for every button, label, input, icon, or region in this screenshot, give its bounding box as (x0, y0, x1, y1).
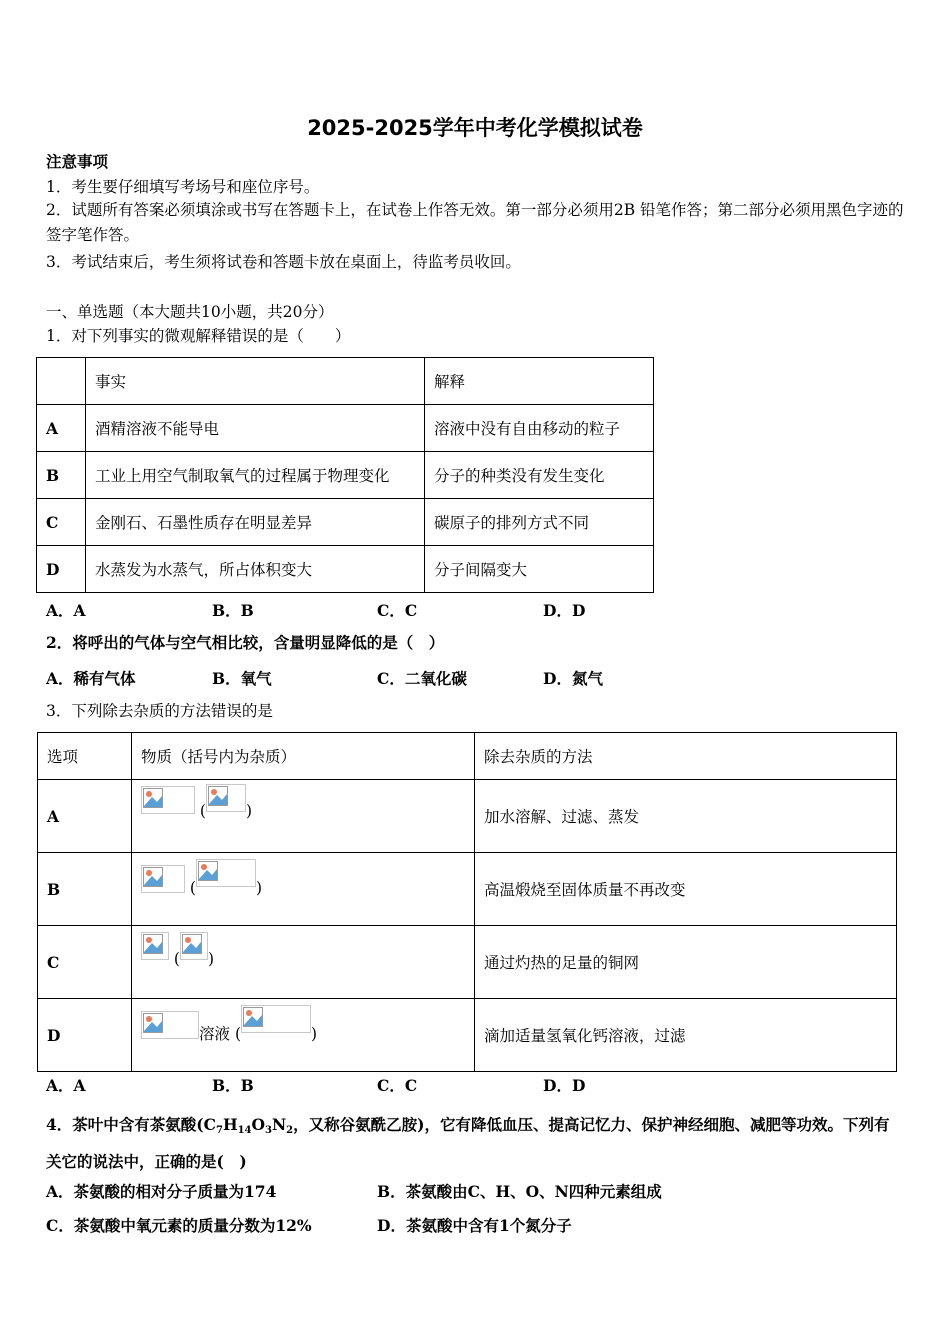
q2-option-b: B．氧气 (212, 669, 272, 688)
formula-image-placeholder (241, 1005, 311, 1033)
q3-row-method: 通过灼热的足量的铜网 (475, 926, 897, 999)
q3-row-method: 加水溶解、过滤、蒸发 (475, 780, 897, 853)
formula-image-placeholder (141, 932, 169, 960)
q2-stem: 2．将呼出的气体与空气相比较，含量明显降低的是（ ） (46, 633, 445, 652)
formula-subscript: 14 (237, 1125, 252, 1136)
q1-row-fact: 水蒸发为水蒸气，所占体积变大 (86, 546, 425, 593)
q3-row-method: 高温煅烧至固体质量不再改变 (475, 853, 897, 926)
q2-option-d: D．氮气 (543, 669, 603, 688)
table-row (37, 405, 654, 452)
table-row (38, 733, 897, 780)
notice-item-3: 3．考试结束后，考生须将试卷和答题卡放在桌面上，待监考员收回。 (46, 253, 521, 271)
q3-row-substance: 溶液 ( ) (132, 999, 475, 1072)
q2-option-a: A．稀有气体 (46, 669, 136, 688)
q1-row-fact: 工业上用空气制取氧气的过程属于物理变化 (86, 452, 425, 499)
notice-item-1: 1．考生要仔细填写考场号和座位序号。 (46, 178, 320, 196)
q4-option-a: A．茶氨酸的相对分子质量为174 (46, 1182, 277, 1201)
q1-table (36, 357, 654, 593)
table-row (38, 853, 897, 926)
q1-row-reason: 分子间隔变大 (425, 546, 654, 593)
broken-image-icon (243, 1007, 263, 1027)
q1-row-label: D (37, 546, 86, 593)
q1-option-a: A．A (46, 601, 86, 620)
q1-option-c: C．C (377, 601, 418, 620)
broken-image-icon (198, 861, 218, 881)
table-row (37, 452, 654, 499)
formula-image-placeholder (141, 1011, 199, 1039)
formula-element: H (222, 1115, 238, 1134)
formula-subscript: 7 (215, 1125, 223, 1136)
q4-stem-prefix: 4．茶叶中含有茶氨酸(C (46, 1115, 216, 1134)
table-row (37, 546, 654, 593)
q3-option-b: B．B (212, 1076, 254, 1095)
formula-subscript: 3 (265, 1125, 272, 1136)
q1-row-reason: 碳原子的排列方式不同 (425, 499, 654, 546)
q4-option-c: C．茶氨酸中氧元素的质量分数为12% (46, 1216, 312, 1235)
q3-header-method: 除去杂质的方法 (475, 733, 897, 780)
q4-option-d: D．茶氨酸中含有1个氮分子 (377, 1216, 572, 1235)
table-row (38, 926, 897, 999)
formula-image-placeholder (196, 859, 256, 887)
table-row (37, 358, 654, 405)
q3-table (37, 732, 897, 1072)
section-heading: 一、单选题（本大题共10小题，共20分） (46, 303, 334, 321)
broken-image-icon (143, 867, 163, 887)
q3-row-label: D (38, 999, 132, 1072)
q3-row-substance: ( ) (132, 926, 475, 999)
q3-row-label: C (38, 926, 132, 999)
table-row (37, 499, 654, 546)
q3-option-a: A．A (46, 1076, 86, 1095)
q3-option-c: C．C (377, 1076, 418, 1095)
table-row (38, 780, 897, 853)
q1-row-reason: 溶液中没有自由移动的粒子 (425, 405, 654, 452)
broken-image-icon (208, 786, 228, 806)
q3-stem: 3．下列除去杂质的方法错误的是 (46, 702, 273, 720)
q1-row-label: C (37, 499, 86, 546)
q2-option-c: C．二氧化碳 (377, 669, 467, 688)
formula-element: O (251, 1115, 266, 1134)
broken-image-icon (143, 934, 163, 954)
q3-row-substance: ( ) (132, 780, 475, 853)
q3-row-d-solution-text: 溶液 (199, 1025, 231, 1043)
q1-row-fact: 金刚石、石墨性质存在明显差异 (86, 499, 425, 546)
q3-row-method: 滴加适量氢氧化钙溶液，过滤 (475, 999, 897, 1072)
q3-row-substance: ( ) (132, 853, 475, 926)
formula-image-placeholder (206, 784, 246, 812)
q3-row-label: B (38, 853, 132, 926)
broken-image-icon (143, 788, 163, 808)
formula-image-placeholder (141, 865, 185, 893)
q1-option-b: B．B (212, 601, 254, 620)
formula-image-placeholder (141, 786, 195, 814)
q1-row-reason: 分子的种类没有发生变化 (425, 452, 654, 499)
notice-heading: 注意事项 (46, 152, 109, 171)
q4-option-b: B．茶氨酸由C、H、O、N四种元素组成 (377, 1182, 662, 1201)
q4-stem (46, 1106, 896, 1180)
page-title: 2025-2025学年中考化学模拟试卷 (307, 116, 643, 140)
formula-subscript: 2 (286, 1125, 294, 1136)
q3-header-option: 选项 (38, 733, 132, 780)
broken-image-icon (143, 1013, 163, 1033)
q4-stem-suffix: ，又称谷氨酰乙胺)，它有降低血压、提高记忆力、保护神经细胞、减肥等功效。下列有关它的说法中，正确的是( ) (46, 1115, 890, 1171)
q1-option-d: D．D (543, 601, 586, 620)
formula-image-placeholder (180, 932, 208, 960)
q3-option-d: D．D (543, 1076, 586, 1095)
formula-element: N (272, 1115, 287, 1134)
q1-header-blank (37, 358, 86, 405)
q1-stem: 1．对下列事实的微观解释错误的是（ ） (46, 327, 351, 345)
q1-header-fact: 事实 (86, 358, 425, 405)
notice-item-2: 2．试题所有答案必须填涂或书写在答题卡上，在试卷上作答无效。第一部分必须用2B 铅笔作答；第二部分必须用黑色字迹的签字笔作答。 (46, 201, 904, 244)
q1-header-reason: 解释 (425, 358, 654, 405)
q3-header-substance: 物质（括号内为杂质） (132, 733, 475, 780)
q3-row-label: A (38, 780, 132, 853)
table-row (38, 999, 897, 1072)
q1-row-label: B (37, 452, 86, 499)
q1-row-fact: 酒精溶液不能导电 (86, 405, 425, 452)
q1-row-label: A (37, 405, 86, 452)
broken-image-icon (182, 934, 202, 954)
